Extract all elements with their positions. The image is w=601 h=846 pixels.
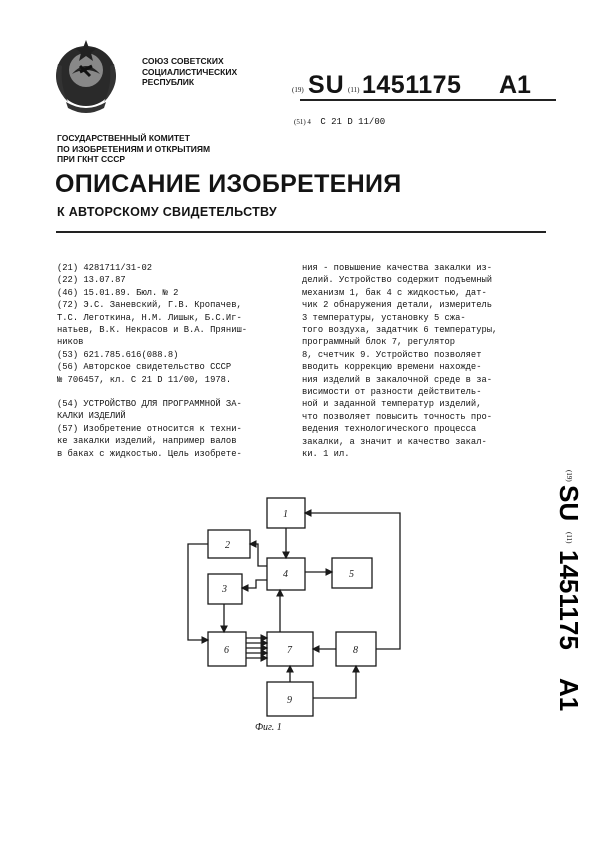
block-label-8: 8 <box>353 645 358 656</box>
block-label-6: 6 <box>224 645 229 656</box>
text-line: вводить коррекцию времени нахожде- <box>302 362 482 373</box>
text-line: в баках с жидкостью. Цель изобрете- <box>57 448 242 459</box>
publication-number <box>292 72 557 100</box>
text-line: программный блок 7, регулятор <box>302 337 456 348</box>
text-line: № 706457, кл. C 21 D 11/00, 1978. <box>57 374 232 385</box>
text-line: ников <box>57 337 84 348</box>
committee-line: ПО ИЗОБРЕТЕНИЯМ И ОТКРЫТИЯМ <box>57 143 211 154</box>
block-diagram <box>170 488 420 748</box>
text-line: (46) 15.01.89. Бюл. № 2 <box>57 287 179 298</box>
document-title: ОПИСАНИЕ ИЗОБРЕТЕНИЯ <box>55 170 402 198</box>
text-line: натьев, В.К. Некрасов и В.А. Пряниш- <box>57 325 248 336</box>
text-line: ке закалки изделий, например валов <box>57 436 237 447</box>
side-country-code: SU <box>554 485 584 522</box>
block-label-3: 3 <box>222 584 227 595</box>
title-rule <box>56 231 546 233</box>
text-line: 8, счетчик 9. Устройство позволяет <box>302 349 482 360</box>
block-label-9: 9 <box>287 695 292 706</box>
text-line: закалки, а значит и качество закал- <box>302 436 487 447</box>
side-publication-number <box>500 460 600 720</box>
text-line: ки. 1 ил. <box>302 449 350 460</box>
code-11: (11) <box>348 86 360 94</box>
state-line: РЕСПУБЛИК <box>142 77 195 87</box>
block-label-1: 1 <box>283 509 288 520</box>
side-code-11: (11) <box>565 532 573 544</box>
document-subtitle: К АВТОРСКОМУ СВИДЕТЕЛЬСТВУ <box>57 205 277 219</box>
text-line: ной и заданной температур изделий, <box>302 399 482 410</box>
text-line: (54) УСТРОЙСТВО ДЛЯ ПРОГРАММНОЙ ЗА- <box>57 399 242 410</box>
side-patent-number: 1451175 <box>554 550 584 650</box>
text-line: Т.С. Леготкина, Н.М. Лишык, Б.С.Иг- <box>57 312 242 323</box>
text-line: (21) 4281711/31-02 <box>57 263 153 273</box>
code-19: (19) <box>292 86 304 94</box>
ipc-class: C 21 D 11/00 <box>320 117 386 127</box>
text-line: что позволяет повысить точность про- <box>302 411 493 422</box>
text-line: висимости от разности действитель- <box>302 387 482 398</box>
text-line: (56) Авторское свидетельство СССР <box>57 362 232 373</box>
text-line: 3 температуры, установку 5 сжа- <box>302 312 466 323</box>
text-line: КАЛКИ ИЗДЕЛИЙ <box>57 411 126 422</box>
state-line: СОЮЗ СОВЕТСКИХ <box>142 56 224 66</box>
text-line: (53) 621.785.616(088.8) <box>57 349 179 360</box>
text-line <box>57 386 289 398</box>
ipc-classification <box>294 117 385 127</box>
block-label-7: 7 <box>287 645 292 656</box>
side-code-19: (19) <box>565 470 573 482</box>
bibliographic-column <box>57 262 289 460</box>
block-label-4: 4 <box>283 569 288 580</box>
country-code: SU <box>308 71 345 99</box>
ussr-emblem <box>46 36 126 118</box>
committee-line: ГОСУДАРСТВЕННЫЙ КОМИТЕТ <box>57 133 190 143</box>
text-line: механизм 1, бак 4 с жидкостью, дат- <box>302 287 487 298</box>
text-line: ния - повышение качества закалки из- <box>302 263 493 273</box>
committee-line: ПРИ ГКНТ СССР <box>57 154 126 164</box>
block-label-5: 5 <box>349 569 354 580</box>
text-line: делий. Устройство содержит подъемный <box>302 275 493 286</box>
patent-number: 1451175 <box>362 71 462 99</box>
ussr-coat-of-arms-icon <box>46 36 126 118</box>
text-line: того воздуха, задатчик 6 температуры, <box>302 325 498 336</box>
text-line: (72) Э.С. Заневский, Г.В. Кропачев, <box>57 300 242 311</box>
kind-code: A1 <box>499 71 531 99</box>
block-label-2: 2 <box>225 540 230 551</box>
committee <box>57 133 210 165</box>
text-line: (22) 13.07.87 <box>57 275 126 286</box>
figure-caption: Фиг. 1 <box>255 722 282 733</box>
text-line: чик 2 обнаружения детали, измеритель <box>302 300 493 311</box>
header-rule <box>300 99 556 101</box>
text-line: ния изделий в закалочной среде в за- <box>302 374 493 385</box>
ipc-tag: (51) 4 <box>294 118 311 126</box>
text-line: (57) Изобретение относится к техни- <box>57 423 242 434</box>
text-line: ведения технологического процесса <box>302 424 477 435</box>
abstract-column <box>302 262 530 461</box>
state-line: СОЦИАЛИСТИЧЕСКИХ <box>142 66 238 77</box>
state-name <box>142 56 252 88</box>
side-kind-code: A1 <box>554 678 584 712</box>
